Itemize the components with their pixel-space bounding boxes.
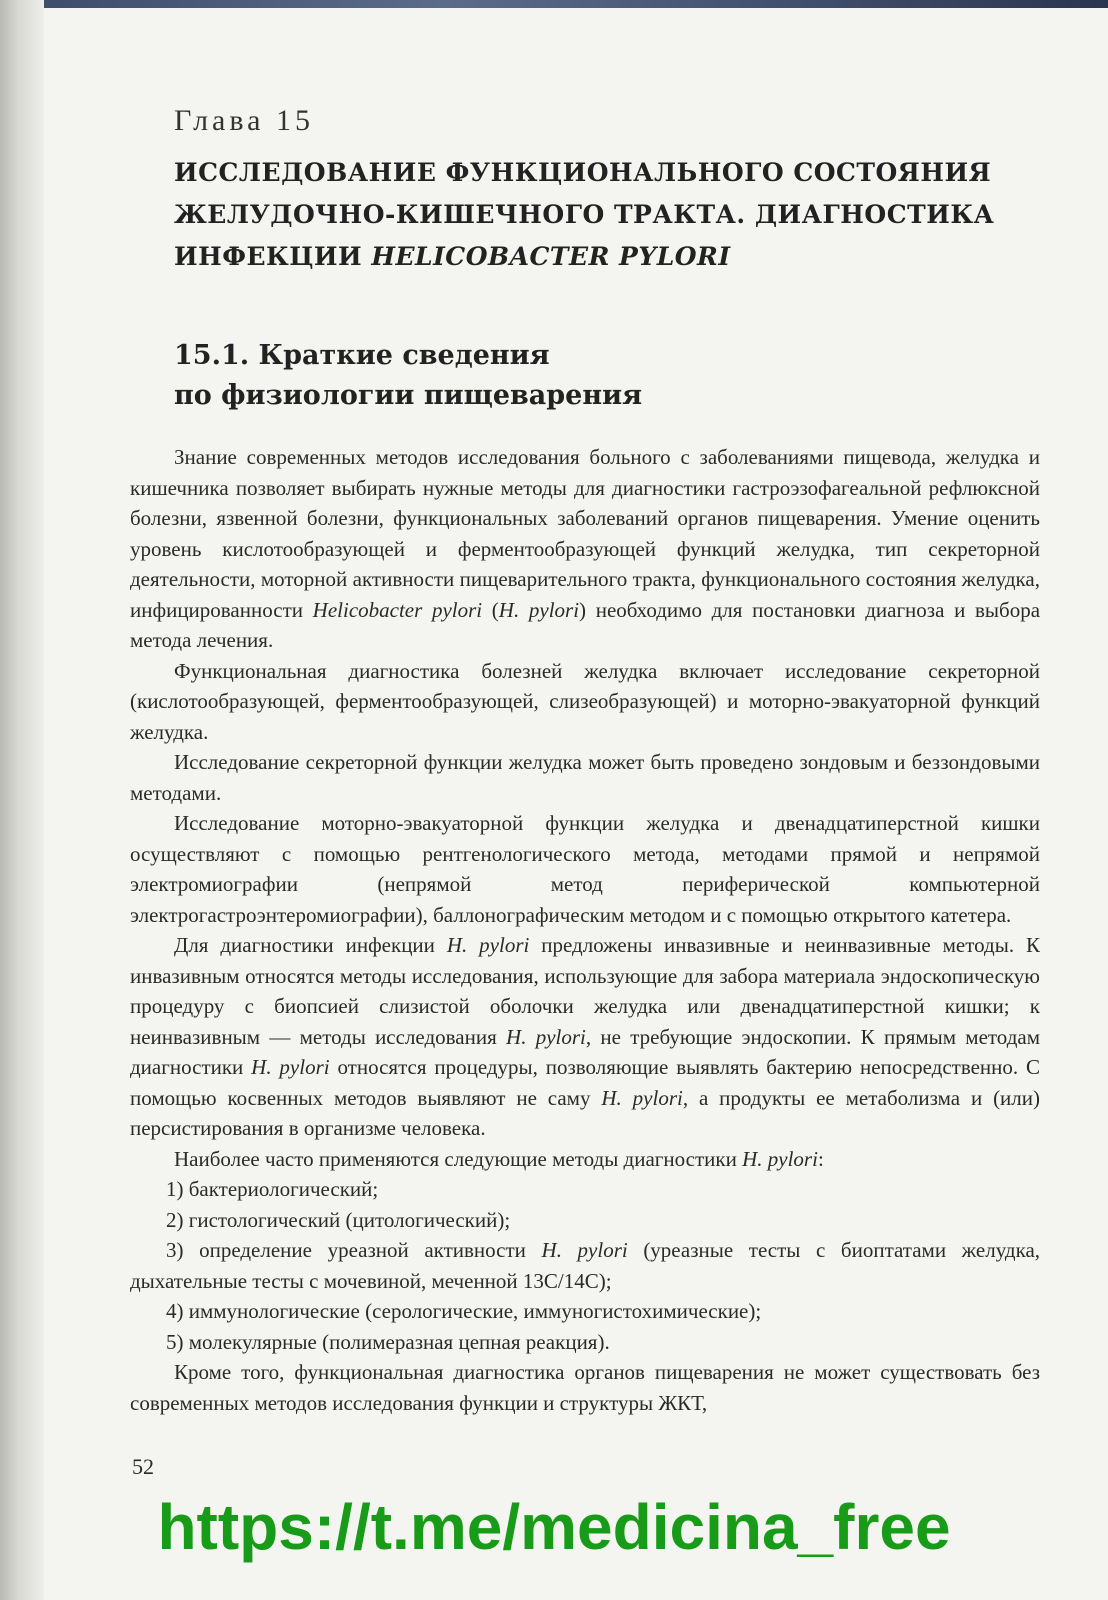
italic-term: H. pylori <box>742 1146 818 1171</box>
paragraph <box>130 930 1060 1144</box>
book-spine-shadow <box>0 0 44 1600</box>
page-content <box>130 96 1060 1418</box>
list-item: 4) иммунологические (серологические, иммуногистохимические); <box>166 1299 762 1323</box>
paragraph: Исследование секреторной функции желудка может быть проведено зондовым и беззондовыми методами. <box>130 750 1040 805</box>
italic-term: H. pylori <box>251 1055 330 1079</box>
text-run: , не требующие эндоскопии. К прямым методам диагностики <box>130 1024 1040 1079</box>
italic-term: H. pylori <box>601 1085 683 1110</box>
text-run: относятся процедуры, позволяющие выявлять бактерию непосредственно. С помощью косвенных методов выявляют не саму <box>130 1055 1041 1110</box>
chapter-title-text: ИНФЕКЦИИ <box>174 242 372 271</box>
text-run: (уреазные тесты с биоптатами желудка, дыхательные тесты с мочевиной, меченной 13С/14С); <box>130 1238 1041 1293</box>
text-run: Для диагностики инфекции <box>174 933 447 957</box>
section-title <box>174 336 1060 416</box>
chapter-title-line <box>174 236 1060 278</box>
paragraph <box>130 1144 1060 1175</box>
text-run: ( <box>482 597 499 622</box>
section-title-line: по физиологии пищеварения <box>174 380 643 411</box>
italic-term: H. pylori <box>506 1024 586 1049</box>
chapter-title <box>174 152 1060 278</box>
text-run: Наиболее часто применяются следующие методы диагностики <box>174 1146 743 1171</box>
page-number: 52 <box>132 1454 154 1479</box>
text-run: предложены инвазивные и неинвазивные методы. К инвазивным относятся методы исследования, использующие для забора материала эндоскопическую процедуру с биопсией слизистой оболочки желудка или двенадцатиперстной кишки; к неинвазивным — методы исследования <box>130 933 1040 1049</box>
italic-term: Helicobacter pylori <box>312 597 483 622</box>
text-run: , а продукты ее метаболизма и (или) персистирования в организме человека. <box>130 1085 1041 1140</box>
text-run: ) необходимо для постановки диагноза и выбора метода лечения. <box>130 597 1041 652</box>
paragraph <box>130 442 1060 656</box>
chapter-title-italic: HELICOBACTER PYLORI <box>371 242 731 271</box>
list-item <box>130 1235 1060 1296</box>
list-item: 1) бактериологический; <box>166 1177 379 1201</box>
text-run: Знание современных методов исследования больного с заболеваниями пищевода, желудка и кишечника позволяет выбирать нужные методы для диагностики гастроэзофагеальной рефлюксной болезни, язвенной болезни, функциональных заболеваний органов пищеварения. Умение оценить уровень кислотообразующей и ферментообразующей функций желудка, тип секреторной деятельности, моторной активности пищеварительного тракта, функционального состояния желудка, инфицированности <box>130 445 1040 622</box>
paragraph: Функциональная диагностика болезней желудка включает исследование секреторной (кислотообразующей, ферментообразующей, слизеобразующей) и моторно-эвакуаторной функций желудка. <box>130 658 1040 744</box>
list-item: 2) гистологический (цитологический); <box>166 1207 511 1232</box>
list-item: 5) молекулярные (полимеразная цепная реакция). <box>166 1329 610 1354</box>
chapter-title-line: ИССЛЕДОВАНИЕ ФУНКЦИОНАЛЬНОГО СОСТОЯНИЯ <box>174 158 992 187</box>
section-title-line: 15.1. Краткие сведения <box>174 340 550 371</box>
scan-top-edge <box>0 0 1108 8</box>
chapter-title-line: ЖЕЛУДОЧНО-КИШЕЧНОГО ТРАКТА. ДИАГНОСТИКА <box>174 200 995 229</box>
italic-term: H. pylori <box>541 1238 628 1262</box>
text-run: : <box>817 1146 824 1171</box>
paragraph: Исследование моторно-эвакуаторной функции желудка и двенадцатиперстной кишки осуществляют с помощью рентгенологического метода, методами прямой и непрямой электромиографии (непрямой метод периферической компьютерной электрогастроэнтеромиографии), баллонографическим методом и с помощью открытого катетера. <box>130 811 1040 927</box>
text-run: 3) определение уреазной активности <box>166 1238 542 1262</box>
chapter-label: Глава 15 <box>174 104 314 137</box>
paragraph: Кроме того, функциональная диагностика органов пищеварения не может существовать без современных методов исследования функции и структуры ЖКТ, <box>130 1360 1040 1415</box>
italic-term: H. pylori <box>498 597 580 622</box>
italic-term: H. pylori <box>446 933 530 957</box>
watermark-link: https://t.me/medicina_free <box>157 1491 951 1563</box>
